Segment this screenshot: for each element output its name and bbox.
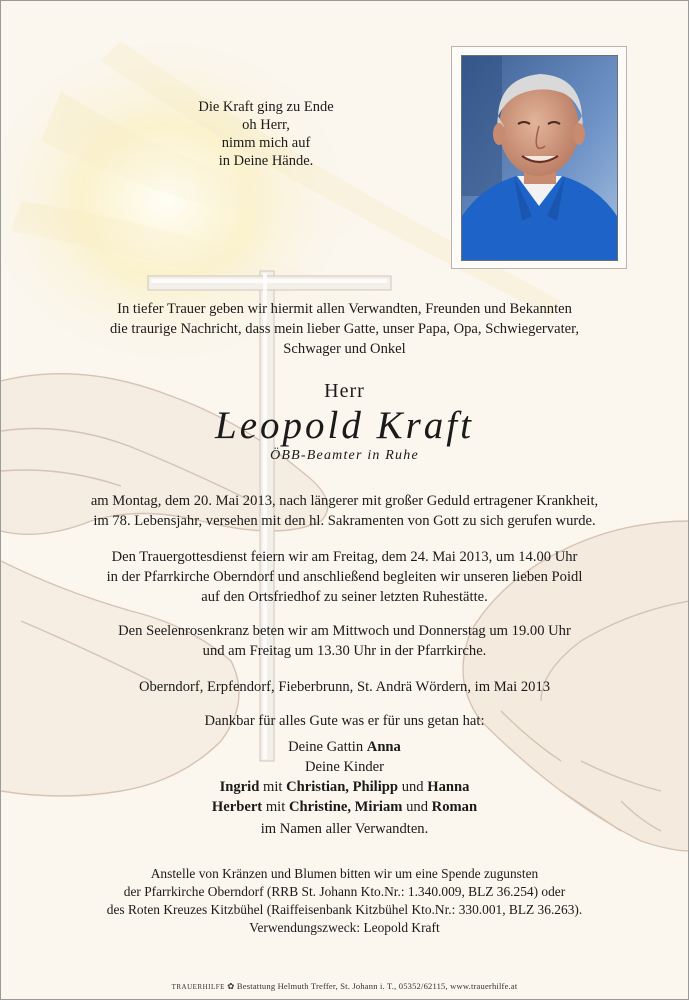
death-notice-line: am Montag, dem 20. Mai 2013, nach längerer mit großer Geduld ertragener Krankheit,	[90, 493, 599, 509]
family-list	[1, 737, 688, 817]
donation-line: der Pfarrkirche Oberndorf (RRB St. Johann Kto.Nr.: 1.340.009, BLZ 36.254) oder	[123, 884, 566, 899]
funeral-line: in der Pfarrkirche Oberndorf und anschließend begleiten wir unseren lieben Poidl	[106, 569, 583, 585]
funeral-line: Den Trauergottesdienst feiern wir am Freitag, dem 24. Mai 2013, um 14.00 Uhr	[111, 549, 578, 565]
connector-text: mit	[265, 799, 286, 815]
gratitude-line: Dankbar für alles Gute was er für uns getan hat:	[204, 713, 485, 729]
donation-request	[1, 865, 688, 937]
donation-line: des Roten Kreuzes Kitzbühel (Raiffeisenbank Kitzbühel Kto.Nr.: 330.001, BLZ 36.263).	[106, 902, 583, 917]
rosary-info	[1, 621, 688, 661]
flower-icon: ✿	[227, 981, 235, 991]
children-label: Deine Kinder	[304, 759, 385, 775]
child-family: Christine, Miriam	[288, 799, 403, 815]
trauerhilfe-logo: TRAUERHILFE	[171, 983, 225, 991]
child-name: Ingrid	[219, 779, 260, 795]
funeral-line: auf den Ortsfriedhof zu seiner letzten Ruhestätte.	[201, 589, 488, 605]
poem-line: oh Herr,	[242, 117, 290, 133]
child-family-last: Hanna	[427, 779, 470, 795]
child-line	[1, 797, 688, 817]
wife-name: Anna	[366, 739, 401, 755]
connector-text: und	[406, 799, 428, 815]
relatives-line: im Namen aller Verwandten.	[260, 821, 429, 837]
death-notice	[1, 491, 688, 531]
place-date: Oberndorf, Erpfendorf, Fieberbrunn, St. Andrä Wördern, im Mai 2013	[138, 679, 551, 695]
child-line	[1, 777, 688, 797]
intro-text	[1, 299, 688, 359]
death-notice-line: im 78. Lebensjahr, versehen mit den hl. Sakramenten von Gott zu sich gerufen wurde.	[93, 513, 596, 529]
intro-line: Schwager und Onkel	[283, 341, 406, 357]
rosary-line: Den Seelenrosenkranz beten wir am Mittwoch und Donnerstag um 19.00 Uhr	[118, 623, 571, 639]
wife-prefix: Deine Gattin	[288, 739, 364, 755]
rosary-line: und am Freitag um 13.30 Uhr in der Pfarrkirche.	[202, 643, 487, 659]
child-family-last: Roman	[431, 799, 478, 815]
salutation: Herr	[324, 380, 365, 402]
intro-line: die traurige Nachricht, dass mein lieber Gatte, unser Papa, Opa, Schwiegervater,	[109, 321, 580, 337]
connector-text: und	[401, 779, 424, 795]
child-family: Christian, Philipp	[286, 779, 399, 795]
child-name: Herbert	[211, 799, 263, 815]
deceased-name: Leopold Kraft	[215, 404, 474, 447]
poem-line: in Deine Hände.	[218, 153, 314, 169]
poem	[151, 98, 381, 170]
poem-line: Die Kraft ging zu Ende	[198, 99, 334, 115]
funeral-info	[1, 547, 688, 607]
footer-text: Bestattung Helmuth Treffer, St. Johann i. T., 05352/62115, www.trauerhilfe.at	[236, 981, 518, 991]
intro-line: In tiefer Trauer geben wir hiermit allen Verwandten, Freunden und Bekannten	[117, 301, 572, 317]
occupation: ÖBB-Beamter in Ruhe	[270, 448, 419, 463]
connector-text: mit	[262, 779, 283, 795]
donation-line: Anstelle von Kränzen und Blumen bitten wir um eine Spende zugunsten	[150, 866, 539, 881]
portrait-illustration	[462, 56, 617, 260]
poem-line: nimm mich auf	[221, 135, 311, 151]
donation-line: Verwendungszweck: Leopold Kraft	[249, 920, 440, 935]
footer	[1, 981, 688, 992]
portrait-frame	[451, 46, 627, 269]
portrait-photo	[461, 55, 618, 261]
wife-line	[1, 737, 688, 757]
